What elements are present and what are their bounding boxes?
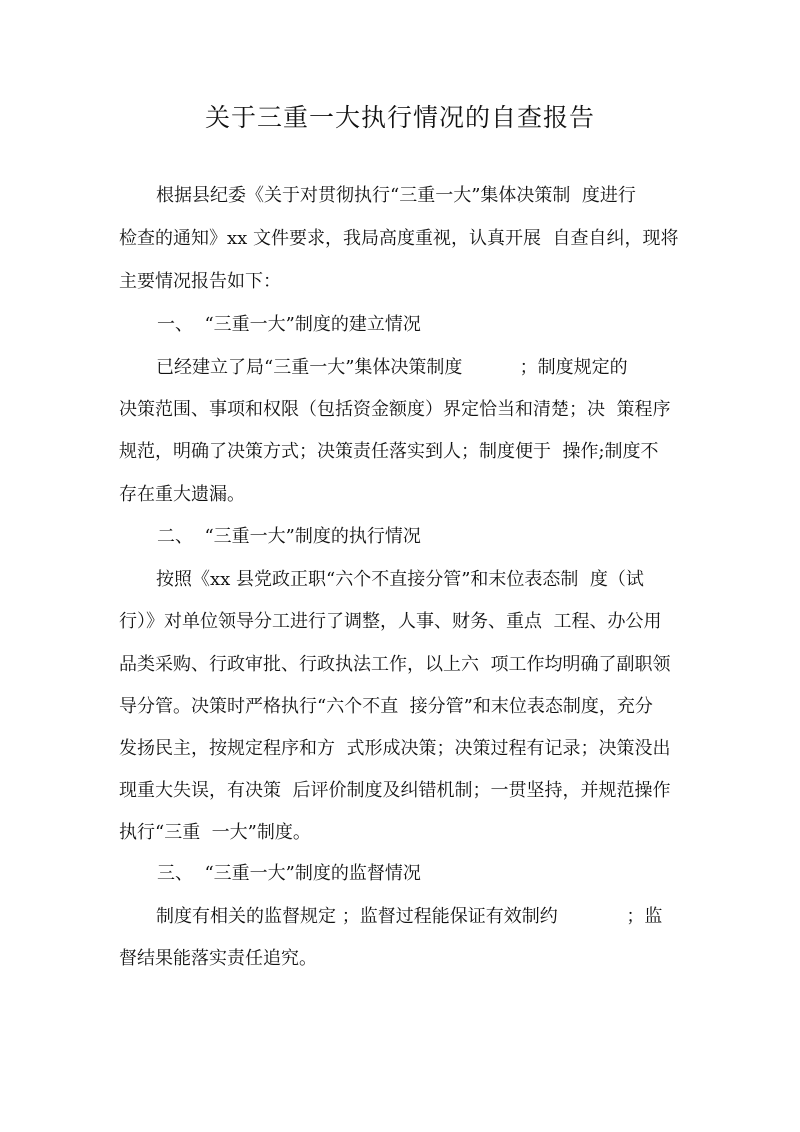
section-2-line-6: 现重大失误，有决策 后评价制度及纠错机制；一贯坚持，并规范操作 [119, 780, 671, 801]
section-2-line-1: 按照《xx 县党政正职“六个不直接分管”和末位表态制 度（试 [156, 569, 644, 590]
section-2-line-4: 导分管。决策时严格执行“六个不直 接分管”和末位表态制度，充分 [119, 696, 653, 717]
intro-line-2: 检查的通知》xx 文件要求，我局高度重视，认真开展 自查自纠，现将 [119, 228, 679, 249]
section-2-line-7: 执行“三重 一大”制度。 [119, 822, 311, 843]
section-3-line-2: 督结果能落实责任追究。 [119, 948, 317, 969]
section-2-line-3: 品类采购、行政审批、行政执法工作，以上六 项工作均明确了副职领 [119, 654, 671, 675]
section-2-line-5: 发扬民主，按规定程序和方 式形成决策；决策过程有记录；决策没出 [119, 738, 671, 759]
intro-line-1: 根据县纪委《关于对贯彻执行“三重一大”集体决策制 度进行 [156, 185, 636, 206]
intro-line-3: 主要情况报告如下： [119, 271, 281, 292]
section-1-heading: 一、 “三重一大”制度的建立情况 [157, 314, 421, 335]
section-1-line-3: 规范，明确了决策方式；决策责任落实到人；制度便于 操作;制度不 [119, 441, 659, 462]
document-title: 关于三重一大执行情况的自查报告 [204, 103, 595, 132]
section-2-heading: 二、 “三重一大”制度的执行情况 [157, 526, 421, 547]
section-1-line-4: 存在重大遗漏。 [119, 484, 245, 505]
section-3-heading: 三、 “三重一大”制度的监督情况 [157, 863, 421, 884]
section-2-line-2: 行）》对单位领导分工进行了调整，人事、财务、重点 工程、办公用 [119, 611, 662, 632]
section-3-line-1: 制度有相关的监督规定 ；监督过程能保证有效制约 ；监 [156, 906, 663, 927]
section-1-line-1: 已经建立了局“三重一大”集体决策制度 ；制度规定的 [156, 357, 628, 378]
section-1-line-2: 决策范围、事项和权限（包括资金额度）界定恰当和清楚；决 策程序 [119, 399, 671, 420]
